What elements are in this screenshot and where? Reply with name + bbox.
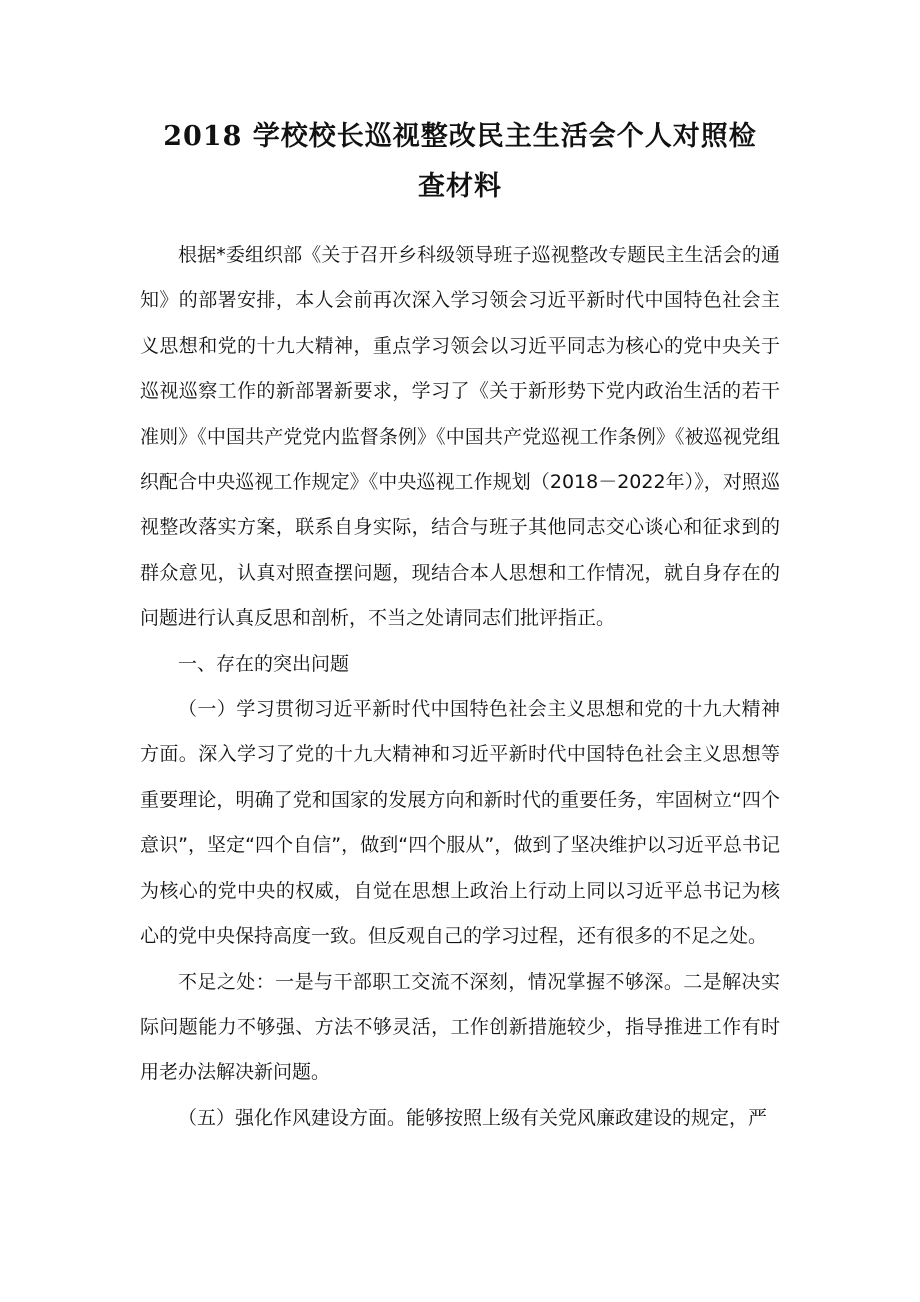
paragraph-section-1: （一）学习贯彻习近平新时代中国特色社会主义思想和党的十九大精神方面。深入学习了党的十九大精神和习近平新时代中国特色社会主义思想等重要理论，明确了党和国家的发展方向和新时代的重要任务，牢固树立“四个意识”，坚定“四个自信”，做到“四个服从”，做到了坚决维护以习近平总书记为核心的党中央的权威，自觉在思想上政治上行动上同以习近平总书记为核心的党中央保持高度一致。但反观自己的学习过程，还有很多的不足之处。 — [140, 698, 780, 948]
document-title — [140, 112, 780, 212]
paragraph-section-5: （五）强化作风建设方面。能够按照上级有关党风廉政建设的规定，严 — [178, 1106, 768, 1129]
title-line-1: 2018 学校校长巡视整改民主生活会个人对照检 — [163, 121, 757, 152]
title-line-2: 查材料 — [418, 171, 502, 202]
paragraph-shortcomings: 不足之处：一是与干部职工交流不深刻，情况掌握不够深。二是解决实际问题能力不够强、方法不够灵活，工作创新措施较少，指导推进工作有时用老办法解决新问题。 — [140, 970, 780, 1084]
section-heading: 一、存在的突出问题 — [178, 652, 350, 675]
paragraph-intro: 根据*委组织部《关于召开乡科级领导班子巡视整改专题民主生活会的通知》的部署安排，本人会前再次深入学习领会习近平新时代中国特色社会主义思想和党的十九大精神，重点学习领会以习近平同志为核心的党中央关于巡视巡察工作的新部署新要求，学习了《关于新形势下党内政治生活的若干准则》《中国共产党党内监督条例》《中国共产党巡视工作条例》《被巡视党组织配合中央巡视工作规定》《中央巡视工作规划（2018－2022年）》，对照巡视整改落实方案，联系自身实际，结合与班子其他同志交心谈心和征求到的群众意见，认真对照查摆问题，现结合本人思想和工作情况，就自身存在的问题进行认真反思和剖析，不当之处请同志们批评指正。 — [140, 244, 780, 630]
document-body — [140, 233, 780, 1141]
